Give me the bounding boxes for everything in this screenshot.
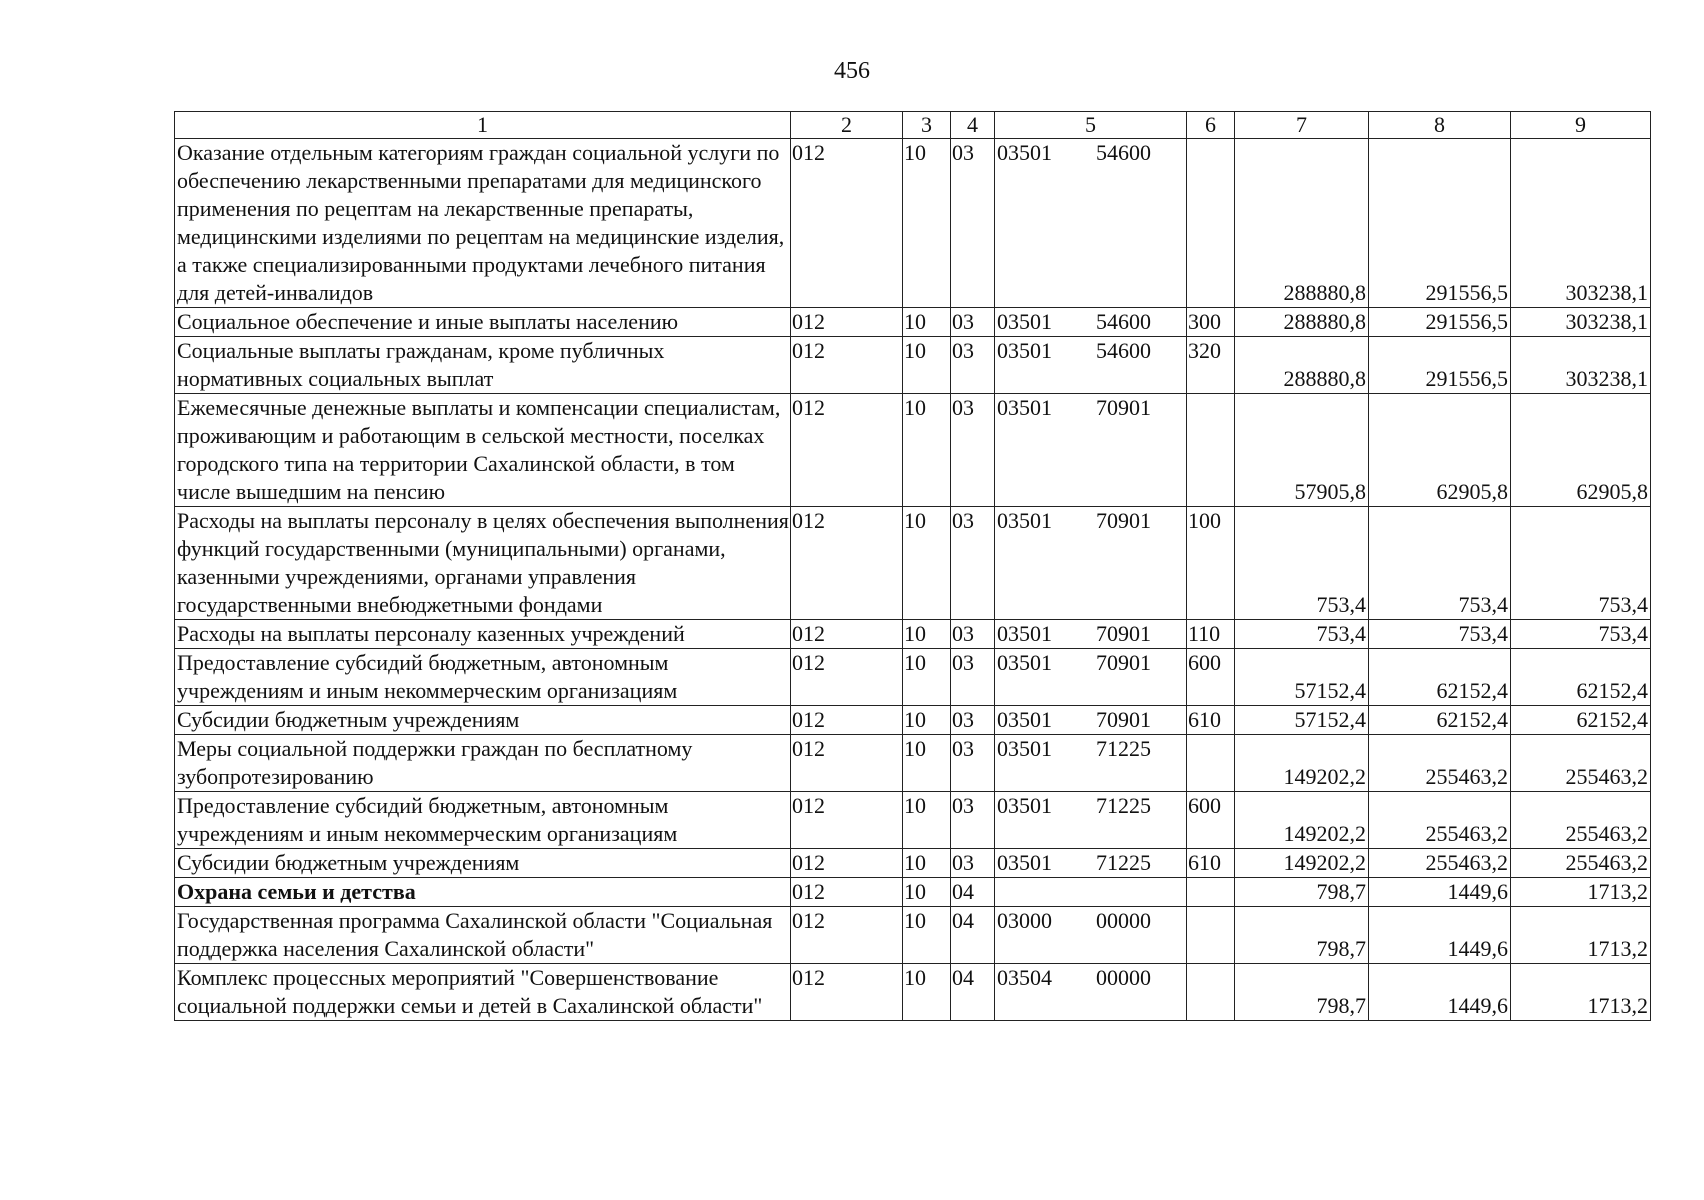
row-target-article-cell xyxy=(995,735,1187,792)
row-target-article-cell xyxy=(995,649,1187,706)
table-row xyxy=(175,139,1651,308)
direction-code: 70901 xyxy=(1096,621,1151,646)
row-section-cell: 10 xyxy=(903,878,951,907)
row-name-cell: Предоставление субсидий бюджетным, автономным учреждениям и иным некоммерческим организациям xyxy=(175,649,791,706)
row-expense-type-cell xyxy=(1187,907,1235,964)
row-subsection-cell: 03 xyxy=(951,308,995,337)
row-section-cell: 10 xyxy=(903,394,951,507)
direction-code: 54600 xyxy=(1096,338,1151,363)
row-value-col7: 149202,2 xyxy=(1235,735,1369,792)
row-target-article-cell xyxy=(995,308,1187,337)
budget-table xyxy=(174,111,1651,1021)
row-subsection-cell: 03 xyxy=(951,735,995,792)
header-col-4: 4 xyxy=(951,112,995,139)
row-grbs-cell: 012 xyxy=(791,649,903,706)
table-row xyxy=(175,878,1651,907)
row-value-col9: 62905,8 xyxy=(1511,394,1651,507)
direction-code: 71225 xyxy=(1096,850,1151,875)
program-code: 03501 xyxy=(997,140,1052,165)
program-code: 03501 xyxy=(997,707,1052,732)
row-subsection-cell: 04 xyxy=(951,964,995,1021)
header-col-8: 8 xyxy=(1369,112,1511,139)
row-target-article-cell xyxy=(995,394,1187,507)
row-value-col7: 288880,8 xyxy=(1235,139,1369,308)
row-section-cell: 10 xyxy=(903,337,951,394)
row-value-col8: 291556,5 xyxy=(1369,337,1511,394)
direction-code: 00000 xyxy=(1096,908,1151,933)
table-row xyxy=(175,649,1651,706)
row-section-cell: 10 xyxy=(903,792,951,849)
row-value-col7: 149202,2 xyxy=(1235,792,1369,849)
header-col-3: 3 xyxy=(903,112,951,139)
direction-code: 54600 xyxy=(1096,309,1151,334)
direction-code: 70901 xyxy=(1096,707,1151,732)
row-expense-type-cell xyxy=(1187,735,1235,792)
header-col-9: 9 xyxy=(1511,112,1651,139)
row-value-col9: 303238,1 xyxy=(1511,308,1651,337)
direction-code: 71225 xyxy=(1096,736,1151,761)
row-grbs-cell: 012 xyxy=(791,907,903,964)
row-section-cell: 10 xyxy=(903,139,951,308)
row-value-col8: 1449,6 xyxy=(1369,964,1511,1021)
header-col-2: 2 xyxy=(791,112,903,139)
row-value-col7: 288880,8 xyxy=(1235,337,1369,394)
table-row xyxy=(175,907,1651,964)
row-value-col9: 255463,2 xyxy=(1511,735,1651,792)
row-name-cell: Оказание отдельным категориям граждан социальной услуги по обеспечению лекарственными препаратами для медицинского применения по рецептам на лекарственные препараты, медицинскими изделиями по рецептам на медицинские изделия, а также специализированными продуктами лечебного питания для детей-инвалидов xyxy=(175,139,791,308)
row-value-col8: 255463,2 xyxy=(1369,849,1511,878)
table-row xyxy=(175,308,1651,337)
row-expense-type-cell xyxy=(1187,964,1235,1021)
direction-code: 71225 xyxy=(1096,793,1151,818)
row-name-cell: Субсидии бюджетным учреждениям xyxy=(175,849,791,878)
row-value-col8: 62905,8 xyxy=(1369,394,1511,507)
row-name-cell: Предоставление субсидий бюджетным, автономным учреждениям и иным некоммерческим организациям xyxy=(175,792,791,849)
header-col-7: 7 xyxy=(1235,112,1369,139)
row-target-article-cell xyxy=(995,139,1187,308)
row-grbs-cell: 012 xyxy=(791,792,903,849)
row-subsection-cell: 03 xyxy=(951,792,995,849)
row-grbs-cell: 012 xyxy=(791,849,903,878)
program-code: 03501 xyxy=(997,736,1052,761)
row-subsection-cell: 04 xyxy=(951,878,995,907)
row-subsection-cell: 03 xyxy=(951,706,995,735)
page-number: 456 xyxy=(834,58,870,84)
row-value-col9: 1713,2 xyxy=(1511,964,1651,1021)
row-value-col7: 753,4 xyxy=(1235,507,1369,620)
row-subsection-cell: 03 xyxy=(951,394,995,507)
row-name-cell: Комплекс процессных мероприятий "Совершенствование социальной поддержки семьи и детей в Сахалинской области" xyxy=(175,964,791,1021)
row-grbs-cell: 012 xyxy=(791,620,903,649)
row-value-col8: 1449,6 xyxy=(1369,907,1511,964)
direction-code: 70901 xyxy=(1096,650,1151,675)
table-body xyxy=(175,139,1651,1021)
row-section-cell: 10 xyxy=(903,649,951,706)
row-name-cell: Социальные выплаты гражданам, кроме публичных нормативных социальных выплат xyxy=(175,337,791,394)
program-code: 03504 xyxy=(997,965,1052,990)
row-name-cell: Расходы на выплаты персоналу в целях обеспечения выполнения функций государственными (муниципальными) органами, казенными учреждениями, органами управления государственными внебюджетными фондами xyxy=(175,507,791,620)
program-code: 03501 xyxy=(997,395,1052,420)
program-code: 03501 xyxy=(997,338,1052,363)
program-code: 03501 xyxy=(997,508,1052,533)
row-value-col9: 255463,2 xyxy=(1511,792,1651,849)
row-expense-type-cell: 110 xyxy=(1187,620,1235,649)
table-row xyxy=(175,735,1651,792)
row-value-col8: 753,4 xyxy=(1369,507,1511,620)
row-value-col7: 57905,8 xyxy=(1235,394,1369,507)
row-subsection-cell: 04 xyxy=(951,907,995,964)
row-subsection-cell: 03 xyxy=(951,337,995,394)
row-section-cell: 10 xyxy=(903,735,951,792)
row-target-article-cell xyxy=(995,337,1187,394)
row-target-article-cell xyxy=(995,706,1187,735)
row-expense-type-cell: 610 xyxy=(1187,849,1235,878)
program-code: 03501 xyxy=(997,650,1052,675)
row-value-col9: 62152,4 xyxy=(1511,706,1651,735)
row-expense-type-cell xyxy=(1187,878,1235,907)
row-grbs-cell: 012 xyxy=(791,507,903,620)
row-value-col8: 255463,2 xyxy=(1369,735,1511,792)
program-code: 03000 xyxy=(997,908,1052,933)
program-code: 03501 xyxy=(997,621,1052,646)
program-code: 03501 xyxy=(997,309,1052,334)
row-grbs-cell: 012 xyxy=(791,337,903,394)
row-subsection-cell: 03 xyxy=(951,139,995,308)
row-value-col7: 288880,8 xyxy=(1235,308,1369,337)
row-value-col9: 1713,2 xyxy=(1511,878,1651,907)
table-header-row xyxy=(175,112,1651,139)
row-value-col7: 149202,2 xyxy=(1235,849,1369,878)
row-value-col7: 753,4 xyxy=(1235,620,1369,649)
row-grbs-cell: 012 xyxy=(791,964,903,1021)
program-code: 03501 xyxy=(997,850,1052,875)
row-value-col7: 798,7 xyxy=(1235,907,1369,964)
row-value-col7: 798,7 xyxy=(1235,964,1369,1021)
row-name-cell: Субсидии бюджетным учреждениям xyxy=(175,706,791,735)
row-value-col9: 303238,1 xyxy=(1511,139,1651,308)
row-expense-type-cell: 300 xyxy=(1187,308,1235,337)
row-grbs-cell: 012 xyxy=(791,878,903,907)
row-expense-type-cell xyxy=(1187,394,1235,507)
table-row xyxy=(175,792,1651,849)
row-subsection-cell: 03 xyxy=(951,849,995,878)
row-value-col9: 255463,2 xyxy=(1511,849,1651,878)
table-row xyxy=(175,337,1651,394)
row-value-col8: 291556,5 xyxy=(1369,308,1511,337)
row-expense-type-cell: 600 xyxy=(1187,649,1235,706)
table-row xyxy=(175,394,1651,507)
row-name-cell: Ежемесячные денежные выплаты и компенсации специалистам, проживающим и работающим в сельской местности, поселках городского типа на территории Сахалинской области, в том числе вышедшим на пенсию xyxy=(175,394,791,507)
row-expense-type-cell xyxy=(1187,139,1235,308)
table-row xyxy=(175,706,1651,735)
row-value-col8: 291556,5 xyxy=(1369,139,1511,308)
header-col-5: 5 xyxy=(995,112,1187,139)
row-target-article-cell xyxy=(995,964,1187,1021)
direction-code: 70901 xyxy=(1096,508,1151,533)
row-value-col9: 62152,4 xyxy=(1511,649,1651,706)
row-value-col8: 1449,6 xyxy=(1369,878,1511,907)
row-target-article-cell xyxy=(995,849,1187,878)
table-row xyxy=(175,849,1651,878)
row-name-cell: Социальное обеспечение и иные выплаты населению xyxy=(175,308,791,337)
row-value-col9: 1713,2 xyxy=(1511,907,1651,964)
row-expense-type-cell: 320 xyxy=(1187,337,1235,394)
row-value-col9: 753,4 xyxy=(1511,620,1651,649)
table-row xyxy=(175,507,1651,620)
row-target-article-cell xyxy=(995,907,1187,964)
row-grbs-cell: 012 xyxy=(791,139,903,308)
row-expense-type-cell: 100 xyxy=(1187,507,1235,620)
row-value-col9: 303238,1 xyxy=(1511,337,1651,394)
row-name-cell: Расходы на выплаты персоналу казенных учреждений xyxy=(175,620,791,649)
row-value-col8: 62152,4 xyxy=(1369,649,1511,706)
row-value-col8: 753,4 xyxy=(1369,620,1511,649)
row-grbs-cell: 012 xyxy=(791,706,903,735)
row-section-cell: 10 xyxy=(903,964,951,1021)
direction-code: 70901 xyxy=(1096,395,1151,420)
row-name-cell: Меры социальной поддержки граждан по бесплатному зубопротезированию xyxy=(175,735,791,792)
row-target-article-cell xyxy=(995,878,1187,907)
row-section-cell: 10 xyxy=(903,849,951,878)
row-target-article-cell xyxy=(995,620,1187,649)
row-target-article-cell xyxy=(995,792,1187,849)
row-section-cell: 10 xyxy=(903,620,951,649)
table-row xyxy=(175,620,1651,649)
row-section-cell: 10 xyxy=(903,907,951,964)
row-grbs-cell: 012 xyxy=(791,394,903,507)
row-value-col8: 255463,2 xyxy=(1369,792,1511,849)
row-subsection-cell: 03 xyxy=(951,649,995,706)
program-code: 03501 xyxy=(997,793,1052,818)
header-col-1: 1 xyxy=(175,112,791,139)
header-col-6: 6 xyxy=(1187,112,1235,139)
row-section-cell: 10 xyxy=(903,706,951,735)
row-value-col7: 57152,4 xyxy=(1235,706,1369,735)
row-subsection-cell: 03 xyxy=(951,620,995,649)
row-value-col8: 62152,4 xyxy=(1369,706,1511,735)
row-name-cell: Охрана семьи и детства xyxy=(175,878,791,907)
row-expense-type-cell: 600 xyxy=(1187,792,1235,849)
row-grbs-cell: 012 xyxy=(791,735,903,792)
table-row xyxy=(175,964,1651,1021)
row-section-cell: 10 xyxy=(903,507,951,620)
row-subsection-cell: 03 xyxy=(951,507,995,620)
row-value-col7: 57152,4 xyxy=(1235,649,1369,706)
direction-code: 00000 xyxy=(1096,965,1151,990)
row-grbs-cell: 012 xyxy=(791,308,903,337)
row-value-col7: 798,7 xyxy=(1235,878,1369,907)
row-name-cell: Государственная программа Сахалинской области "Социальная поддержка населения Сахалинской области" xyxy=(175,907,791,964)
row-target-article-cell xyxy=(995,507,1187,620)
direction-code: 54600 xyxy=(1096,140,1151,165)
row-value-col9: 753,4 xyxy=(1511,507,1651,620)
row-section-cell: 10 xyxy=(903,308,951,337)
row-expense-type-cell: 610 xyxy=(1187,706,1235,735)
